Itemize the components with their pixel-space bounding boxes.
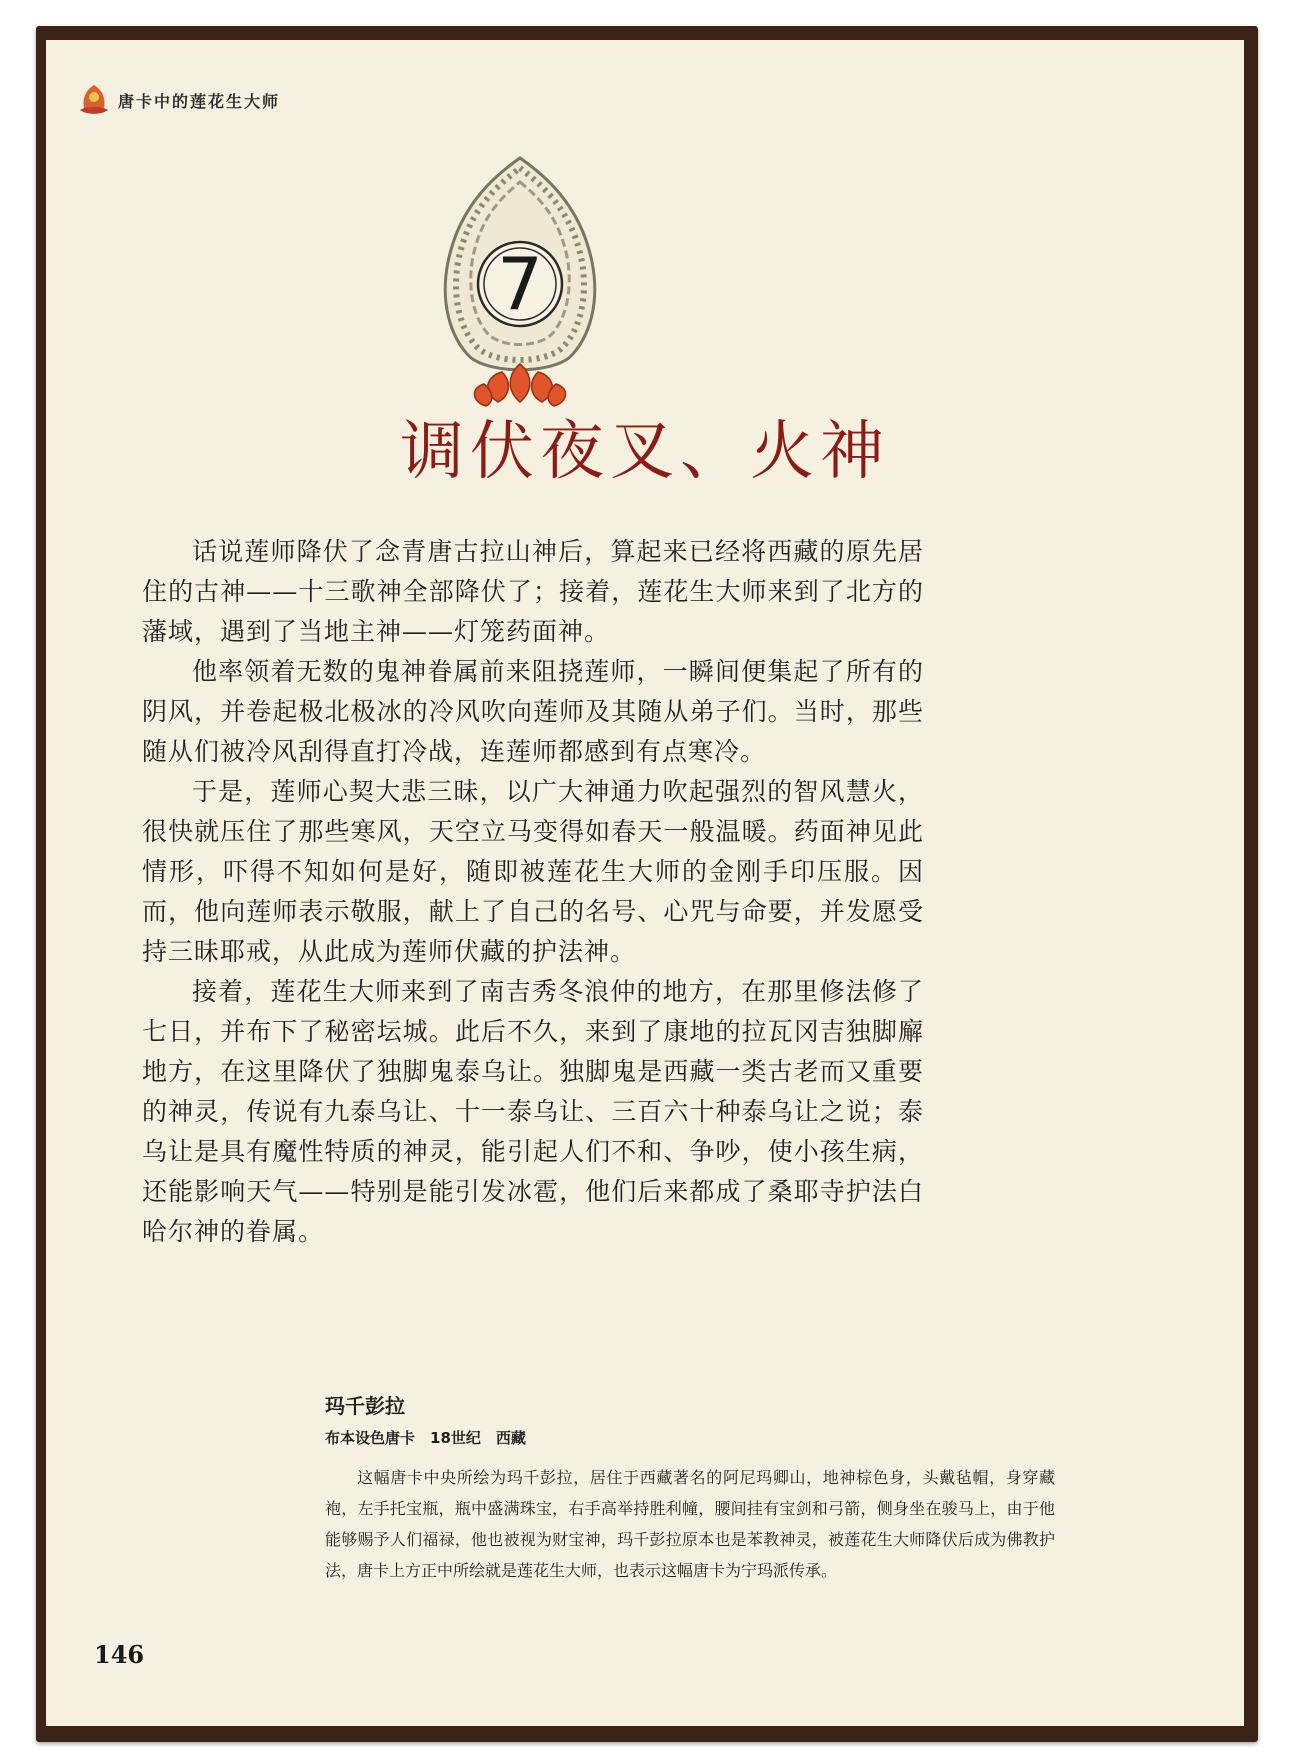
- running-header: [76, 82, 280, 118]
- chapter-emblem: [420, 152, 620, 437]
- header-title: 唐卡中的莲花生大师: [118, 91, 281, 111]
- caption-body: 这幅唐卡中央所绘为玛千彭拉，居住于西藏著名的阿尼玛卿山，地神棕色身，头戴毡帽，身穿藏袍，左手托宝瓶，瓶中盛满珠宝，右手高举持胜利幢，腰间挂有宝剑和弓箭，侧身坐在骏马上，由于他能够赐予人们福禄，他也被视为财宝神，玛千彭拉原本也是苯教神灵，被莲花生大师降伏后成为佛教护法，唐卡上方正中所绘就是莲花生大师，也表示这幅唐卡为宁玛派传承。: [325, 1468, 1055, 1580]
- caption-meta: 布本设色唐卡 18世纪 西藏: [325, 1429, 526, 1447]
- paragraph: 他率领着无数的鬼神眷属前来阻挠莲师，一瞬间便集起了所有的阴风，并卷起极北极冰的冷风吹向莲师及其随从弟子们。当时，那些随从们被冷风刮得直打冷战，连莲师都感到有点寒冷。: [142, 657, 924, 766]
- image-caption: [325, 1390, 1085, 1586]
- paragraph: 于是，莲师心契大悲三昧，以广大神通力吹起强烈的智风慧火，很快就压住了那些寒风，天空立马变得如春天一般温暖。药面神见此情形，吓得不知如何是好，随即被莲花生大师的金刚手印压服。因而，他向莲师表示敬服，献上了自己的名号、心咒与命要，并发愿受持三昧耶戒，从此成为莲师伏藏的护法神。: [142, 777, 924, 966]
- page-number: 146: [94, 1640, 145, 1669]
- chapter-number: 7: [497, 242, 543, 326]
- lotus-deity-icon: [76, 82, 112, 118]
- paragraph: 话说莲师降伏了念青唐古拉山神后，算起来已经将西藏的原先居住的古神——十三歌神全部降伏了；接着，莲花生大师来到了北方的藩域，遇到了当地主神——灯笼药面神。: [142, 537, 924, 646]
- caption-title: 玛千彭拉: [325, 1394, 405, 1418]
- body-text: [142, 532, 924, 1252]
- paragraph: 接着，莲花生大师来到了南吉秀冬浪仲的地方，在那里修法修了七日，并布下了秘密坛城。此后不久，来到了康地的拉瓦冈吉独脚廨地方，在这里降伏了独脚鬼泰乌让。独脚鬼是西藏一类古老而又重要的神灵，传说有九泰乌让、十一泰乌让、三百六十种泰乌让之说；泰乌让是具有魔性特质的神灵，能引起人们不和、争吵，使小孩生病，还能影响天气——特别是能引发冰雹，他们后来都成了桑耶寺护法白哈尔神的眷属。: [142, 977, 924, 1246]
- chapter-title: 调伏夜叉、火神: [400, 415, 890, 489]
